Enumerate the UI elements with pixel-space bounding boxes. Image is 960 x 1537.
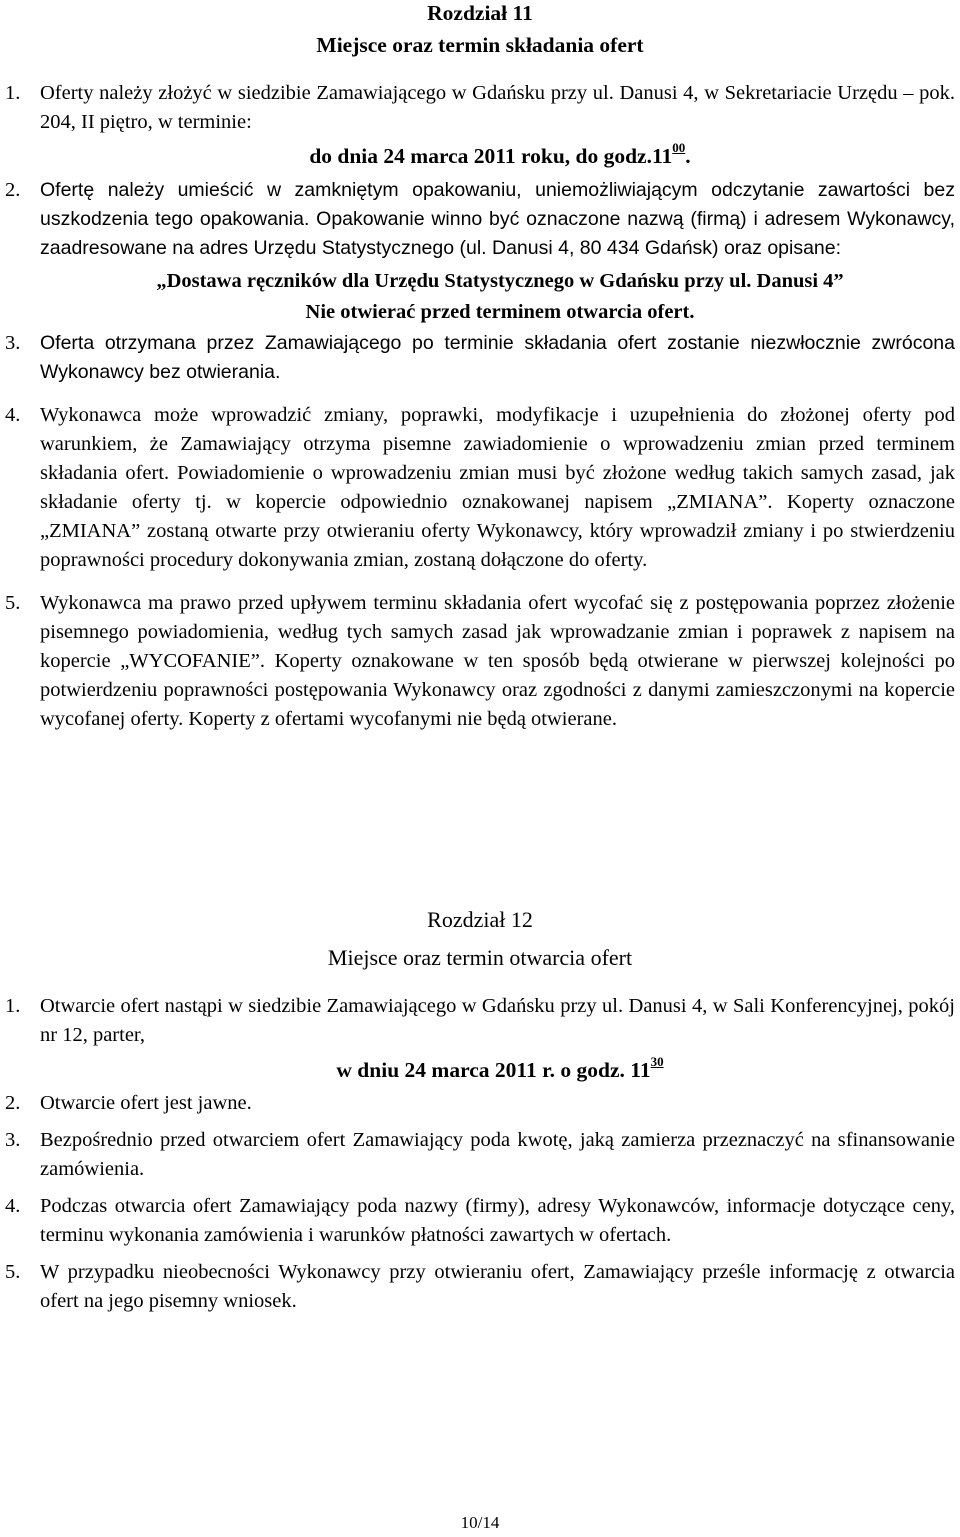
- item-number: 5.: [5, 592, 21, 614]
- item-number: 4.: [5, 404, 21, 426]
- page-number: 10/14: [460, 1513, 500, 1532]
- item-text: Wykonawca ma prawo przed upływem terminu składania ofert wycofać się z postępowania poprzez złożenie pisemnego powiadomienia, według tych samych zasad jak wprowadzanie zmian i poprawek z napisem na kopercie „WYCOFANIE”. Koperty oznakowane w ten sposób będą otwierane w pierwszej kolejności po potwierdzeniu poprawności postępowania Wykonawcy oraz zgodności z danymi zamieszczonymi na kopercie wycofanej oferty. Koperty z ofertami wycofanymi nie będą otwierane.: [40, 592, 955, 730]
- item-number: 2.: [5, 179, 21, 201]
- chapter-12-section: [0, 904, 960, 1316]
- item-number: 4.: [5, 1195, 21, 1217]
- chapter-12-item-5: [0, 1258, 960, 1316]
- item-number: 3.: [5, 1129, 21, 1151]
- item-text: W przypadku nieobecności Wykonawcy przy otwieraniu ofert, Zamawiający prześle informację z otwarcia ofert na jego pisemny wniosek.: [40, 1261, 955, 1312]
- chapter-11-item-4: [0, 401, 960, 575]
- chapter-11-section: [0, 0, 960, 734]
- chapter-11-subtitle: Miejsce oraz termin składania ofert: [316, 33, 644, 57]
- submission-deadline: [0, 139, 960, 171]
- item-number: 1.: [5, 82, 21, 104]
- envelope-label-line-1: „Dostawa ręczników dla Urzędu Statystycznego w Gdańsku przy ul. Danusi 4”: [156, 270, 844, 292]
- item-text: Otwarcie ofert jest jawne.: [40, 1092, 252, 1114]
- item-text: Oferty należy złożyć w siedzibie Zamawiającego w Gdańsku przy ul. Danusi 4, w Sekretariacie Urzędu – pok. 204, II piętro, w terminie:: [40, 82, 955, 133]
- item-text: Podczas otwarcia ofert Zamawiający poda nazwy (firmy), adresy Wykonawców, informacje dotyczące ceny, terminu wykonania zamówienia i warunków płatności zawartych w ofertach.: [40, 1195, 955, 1246]
- chapter-12-item-3: [0, 1126, 960, 1184]
- item-text: Bezpośrednio przed otwarciem ofert Zamawiający poda kwotę, jaką zamierza przeznaczyć na sfinansowanie zamówienia.: [40, 1129, 955, 1180]
- deadline-text: do dnia 24 marca 2011 roku, do godz.11: [309, 144, 673, 168]
- chapter-11-item-1: [0, 79, 960, 137]
- chapter-12-item-2: [0, 1089, 960, 1118]
- chapter-11-title: Rozdział 11: [427, 1, 533, 25]
- chapter-12-item-4: [0, 1192, 960, 1250]
- item-text: Oferta otrzymana przez Zamawiającego po terminie składania ofert zostanie niezwłocznie zwrócona Wykonawcy bez otwierania.: [40, 332, 955, 383]
- chapter-11-item-5: [0, 589, 960, 734]
- item-number: 3.: [5, 332, 21, 354]
- item-text: Wykonawca może wprowadzić zmiany, poprawki, modyfikacje i uzupełnienia do złożonej oferty pod warunkiem, że Zamawiający otrzyma pisemne zawiadomienie o wprowadzeniu zmian przed terminem składania ofert. Powiadomienie o wprowadzeniu zmian musi być złożone według takich samych zasad, jak składanie oferty tj. w kopercie odpowiednio oznakowanej napisem „ZMIANA”. Koperty oznaczone „ZMIANA” zostaną otwarte przy otwieraniu oferty Wykonawcy, który wprowadził zmiany i po stwierdzeniu poprawności procedury dokonywania zmian, zostaną dołączone do oferty.: [40, 404, 955, 571]
- deadline-end: .: [685, 144, 691, 168]
- item-number: 5.: [5, 1261, 21, 1283]
- opening-date: [0, 1053, 960, 1085]
- chapter-12-title: Rozdział 12: [427, 907, 533, 932]
- deadline-hour-sup: 00: [672, 139, 686, 155]
- item-text: Otwarcie ofert nastąpi w siedzibie Zamawiającego w Gdańsku przy ul. Danusi 4, w Sali Konferencyjnej, pokój nr 12, parter,: [40, 995, 955, 1046]
- item-number: 2.: [5, 1092, 21, 1114]
- chapter-11-item-2: [0, 176, 960, 263]
- envelope-label-line-2: Nie otwierać przed terminem otwarcia ofert.: [305, 301, 695, 323]
- item-text: Ofertę należy umieścić w zamkniętym opakowaniu, uniemożliwiającym odczytanie zawartości bez uszkodzenia tego opakowania. Opakowanie winno być oznaczone nazwą (firmą) i adresem Wykonawcy, zaadresowane na adres Urzędu Statystycznego (ul. Danusi 4, 80 434 Gdańsk) oraz opisane:: [40, 179, 955, 259]
- opening-text: w dniu 24 marca 2011 r. o godz. 11: [336, 1058, 651, 1082]
- item-number: 1.: [5, 995, 21, 1017]
- chapter-11-item-3: [0, 329, 960, 387]
- chapter-12-item-1: [0, 992, 960, 1050]
- chapter-12-subtitle: Miejsce oraz termin otwarcia ofert: [327, 945, 633, 970]
- opening-minute-sup: 30: [650, 1053, 664, 1069]
